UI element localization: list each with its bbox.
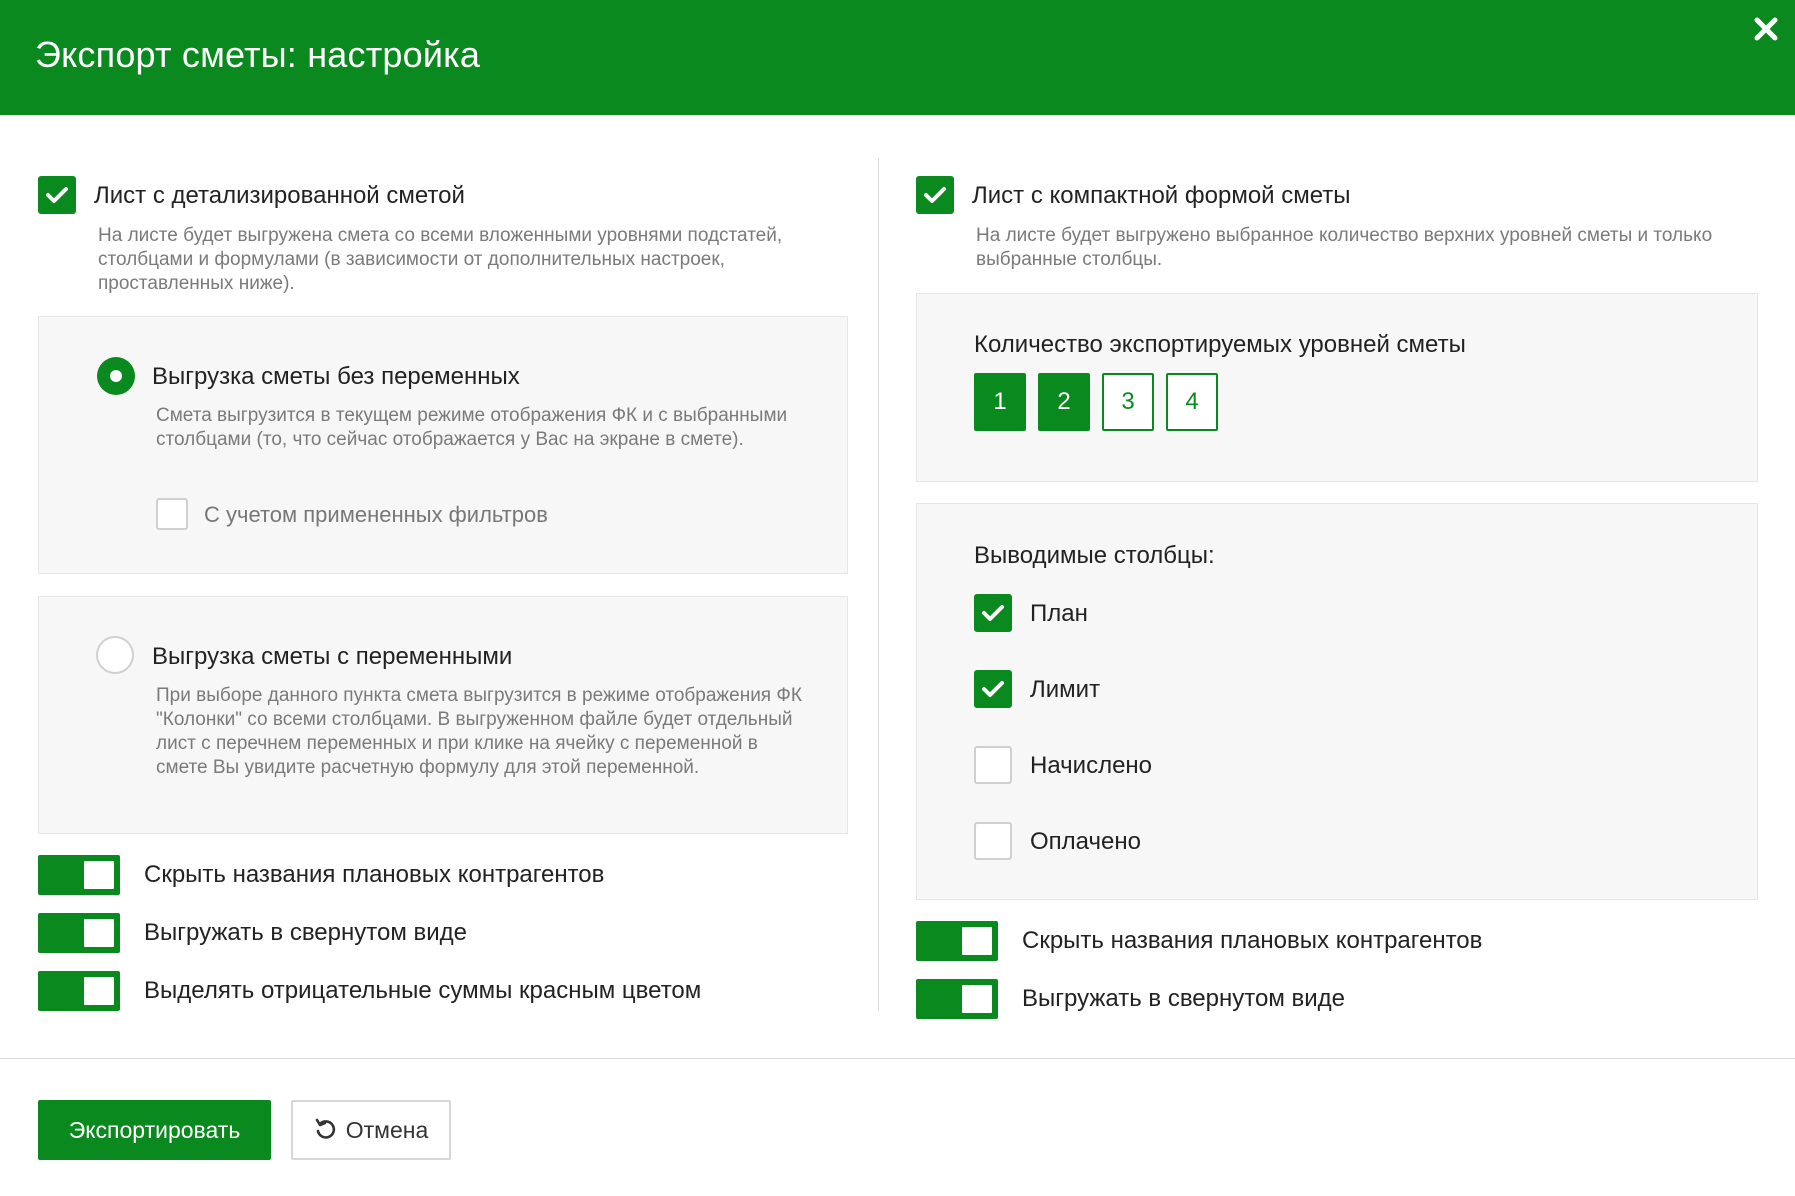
export-button-label: Экспортировать — [68, 1116, 241, 1143]
column-limit-checkbox[interactable] — [974, 670, 1012, 708]
toggle-knob — [962, 985, 992, 1013]
option-no-vars-label: Выгрузка сметы без переменных — [152, 363, 520, 390]
column-paid-checkbox[interactable] — [974, 822, 1012, 860]
toggle-knob — [84, 977, 114, 1005]
check-icon — [979, 599, 1007, 627]
undo-icon — [314, 1118, 338, 1142]
toggle-negative-red[interactable] — [38, 971, 120, 1011]
footer-divider — [0, 1058, 1795, 1059]
compact-sheet-checkbox[interactable] — [916, 176, 954, 214]
column-accrued-checkbox[interactable] — [974, 746, 1012, 784]
columns-title: Выводимые столбцы: — [974, 542, 1215, 569]
option-no-vars-radio[interactable] — [97, 357, 135, 395]
option-no-vars-description: Смета выгрузится в текущем режиме отображения ФК и с выбранными столбцами (то, что сейчас отображается у Вас на экране в смете). — [156, 405, 788, 450]
export-button[interactable] — [38, 1100, 271, 1160]
detailed-sheet-label: Лист с детализированной сметой — [94, 182, 465, 209]
levels-title: Количество экспортируемых уровней сметы — [974, 331, 1466, 358]
check-icon — [43, 181, 71, 209]
toggle-collapsed-left-label: Выгружать в свернутом виде — [144, 919, 467, 946]
cancel-button[interactable] — [291, 1100, 451, 1160]
detailed-sheet-checkbox[interactable] — [38, 176, 76, 214]
toggle-collapsed-right[interactable] — [916, 979, 998, 1019]
toggle-knob — [84, 919, 114, 947]
option-with-vars-radio[interactable] — [96, 636, 134, 674]
toggle-collapsed-right-label: Выгружать в свернутом виде — [1022, 985, 1345, 1012]
option-with-vars-description: При выборе данного пункта смета выгрузится в режиме отображения ФК "Колонки" со всеми столбцами. В выгруженном файле будет отдельный лист с перечнем переменных и при клике на ячейку с переменной в смете Вы увидите расчетную формулу для этой переменной. — [156, 685, 802, 778]
toggle-collapsed-left[interactable] — [38, 913, 120, 953]
column-plan-checkbox[interactable] — [974, 594, 1012, 632]
level-button-3[interactable]: 3 — [1102, 373, 1154, 431]
check-icon — [921, 181, 949, 209]
level-button-4[interactable]: 4 — [1166, 373, 1218, 431]
dialog-title: Экспорт сметы: настройка — [35, 34, 481, 75]
toggle-negative-red-label: Выделять отрицательные суммы красным цветом — [144, 977, 702, 1004]
detailed-sheet-description: На листе будет выгружена смета со всеми вложенными уровнями подстатей, столбцами и формулами (в зависимости от дополнительных настроек, проставленных ниже). — [98, 225, 783, 294]
cancel-button-label: Отмена — [345, 1116, 429, 1143]
compact-sheet-description: На листе будет выгружено выбранное количество верхних уровней сметы и только выбранные столбцы. — [976, 225, 1713, 270]
column-limit-label: Лимит — [1030, 676, 1101, 703]
toggle-hide-contractors-left[interactable] — [38, 855, 120, 895]
filters-label: С учетом примененных фильтров — [204, 502, 548, 527]
dialog-header — [0, 0, 1795, 115]
toggle-hide-contractors-right-label: Скрыть названия плановых контрагентов — [1022, 927, 1483, 954]
close-icon[interactable] — [1753, 16, 1779, 42]
column-divider — [878, 158, 879, 1011]
level-button-1[interactable]: 1 — [974, 373, 1026, 431]
filters-checkbox[interactable] — [156, 498, 188, 530]
column-paid-label: Оплачено — [1030, 828, 1141, 855]
column-plan-label: План — [1030, 600, 1088, 627]
option-with-vars-label: Выгрузка сметы с переменными — [152, 643, 513, 670]
toggle-hide-contractors-right[interactable] — [916, 921, 998, 961]
check-icon — [979, 675, 1007, 703]
compact-sheet-label: Лист с компактной формой сметы — [972, 182, 1351, 209]
toggle-hide-contractors-left-label: Скрыть названия плановых контрагентов — [144, 861, 605, 888]
column-accrued-label: Начислено — [1030, 752, 1153, 779]
toggle-knob — [84, 861, 114, 889]
toggle-knob — [962, 927, 992, 955]
level-button-2[interactable]: 2 — [1038, 373, 1090, 431]
